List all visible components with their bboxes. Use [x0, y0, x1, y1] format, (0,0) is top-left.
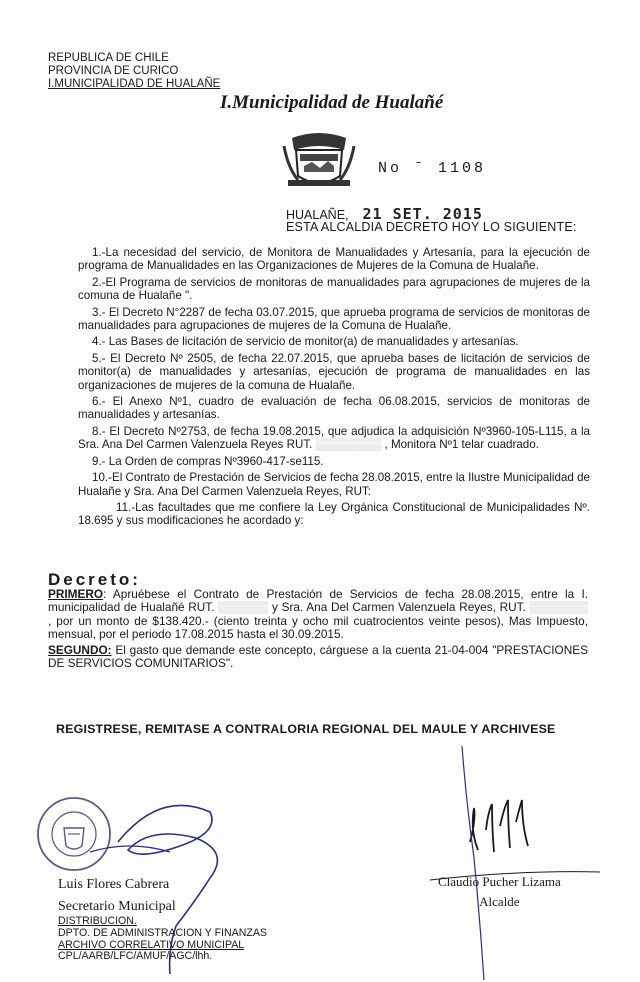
considerando-item: 1.-La necesidad del servicio, de Monitora de Manualidades y Artesanía, para la ejecución de programa de Manualidades en las Organizaciones de Mujeres de la Comuna de Hualañe.	[78, 246, 590, 273]
number-value: 1108	[438, 160, 487, 177]
considerando-item: 10.-El Contrato de Prestación de Servicios de fecha 28.08.2015, entre la Ilustre Municipalidad de Hualañe y Sra. Ana Del Carmen Valenzuela Reyes, RUT:	[78, 471, 590, 498]
considerando-item: 2.-El Programa de servicios de monitoras de manualidades para agrupaciones de mujeres de la comuna de Hualañe ".	[78, 275, 590, 303]
place: HUALAÑE,	[286, 208, 349, 222]
decreto-body	[48, 588, 588, 672]
redacted-rut: ▒▒▒▒▒▒▒	[525, 600, 588, 615]
considerando-item: 4.- Las Bases de licitación de servicio de monitor(a) de manualidades y artesanías.	[92, 335, 519, 349]
decreto-heading: Decreto:	[48, 570, 141, 589]
considerando-item: 3.- El Decreto N°2287 de fecha 03.07.2015, que aprueba programa de servicios de monitoras de manualidades para agrupaciones de mujeres de la Comuna de Hualañe.	[78, 305, 590, 333]
primero-text-c: , por un monto de $138.420.- (ciento treinta y ocho mil cuatrocientos veinte pesos), Mas Impuesto, mensual, por el periodo 17.08.2015 hasta el 30.09.2015.	[48, 613, 588, 642]
municipal-seal-logo	[282, 128, 356, 192]
mayor-role: Alcalde	[479, 894, 520, 909]
date-stamp: 21 SET. 2015	[362, 205, 483, 223]
number-label: No	[378, 160, 403, 177]
distribution-line: DPTO. DE ADMINISTRACION Y FINANZAS	[58, 926, 267, 939]
mayor-signature-block	[438, 872, 561, 912]
resolve-line: ESTA ALCALDIA DECRETO HOY LO SIGUIENTE:	[286, 220, 577, 234]
mayor-signature	[470, 800, 528, 852]
redacted-rut: ▒▒▒▒▒▒▒▒	[312, 438, 385, 452]
letterhead-municipality: I.MUNICIPALIDAD DE HUALAÑE	[48, 78, 221, 90]
primero-text-a: : Apruébese el Contrato de Prestación de Servicios de fecha 28.08.2015, entre la I. municipalidad de Hualañé RUT.	[48, 587, 588, 615]
distribution	[58, 916, 267, 963]
segundo-paragraph	[48, 644, 588, 671]
considerando-item: 6.- El Anexo Nº1, cuadro de evaluación de fecha 06.08.2015, servicios de monitoras de manualidades y artesanías.	[78, 395, 590, 422]
segundo-text: El gasto que demande este concepto, cárguese a la cuenta 21-04-004 "PRESTACIONES DE SERVICIOS COMUNITARIOS".	[48, 642, 588, 671]
primero-text-b: y Sra. Ana Del Carmen Valenzuela Reyes, RUT.	[272, 600, 526, 615]
decree-number: No ˉ 1108	[378, 160, 487, 177]
secretary-signature-block	[58, 874, 176, 918]
primero-paragraph	[48, 588, 588, 642]
considerando-item: 11.-Las facultades que me confiere la Ley Orgánica Constitucional de Municipalidades Nº. 18.695 y sus modificaciones he acordado y:	[78, 500, 590, 528]
mayor-name: Claudio Pucher Lizama	[438, 874, 561, 889]
distribution-line: CPL/AARB/LFC/AMUF/AGC/lhh.	[58, 950, 213, 963]
primero-label: PRIMERO	[48, 587, 104, 601]
secretary-role: Secretario Municipal	[58, 899, 176, 914]
register-line: REGISTRESE, REMITASE A CONTRALORIA REGIONAL DEL MAULE Y ARCHIVESE	[56, 722, 556, 736]
considerando-item: 5.- El Decreto Nº 2505, de fecha 22.07.2015, que aprueba bases de licitación de servicios de monitor(a) de manualidades y artesanías, ejecución de programa de manualidades en las organizaciones de mujeres de la comuna de Hualañe.	[78, 351, 590, 392]
letterhead-country: REPUBLICA DE CHILE	[48, 52, 169, 64]
segundo-label: SEGUNDO:	[48, 642, 112, 657]
considerando-8-text: 8.- El Decreto Nº2753, de fecha 19.08.2015, que adjudica la adquisición Nº3960-105-L115, a la Sra. Ana Del Carmen Valenzuela Reyes RUT.	[78, 424, 590, 452]
secretary-name: Luis Flores Cabrera	[58, 877, 170, 892]
secretary-round-stamp	[38, 798, 110, 870]
considerando-item-8	[78, 425, 590, 452]
distribution-line: ARCHIVO CORRELATIVO MUNICIPAL	[58, 938, 245, 951]
redacted-rut: ▒▒▒▒▒▒	[214, 600, 273, 615]
letterhead-province: PROVINCIA DE CURICO	[48, 65, 179, 77]
considerando-item: 9.- La Orden de compras Nº3960-417-se115.	[92, 454, 324, 468]
considerandos	[78, 246, 590, 531]
document-title: I.Municipalidad de Hualañé	[220, 92, 444, 113]
letterhead	[48, 52, 220, 91]
considerando-8-suffix: , Monitora Nº1 telar cuadrado.	[384, 438, 539, 452]
distribution-heading: DISTRIBUCION.	[58, 915, 137, 927]
